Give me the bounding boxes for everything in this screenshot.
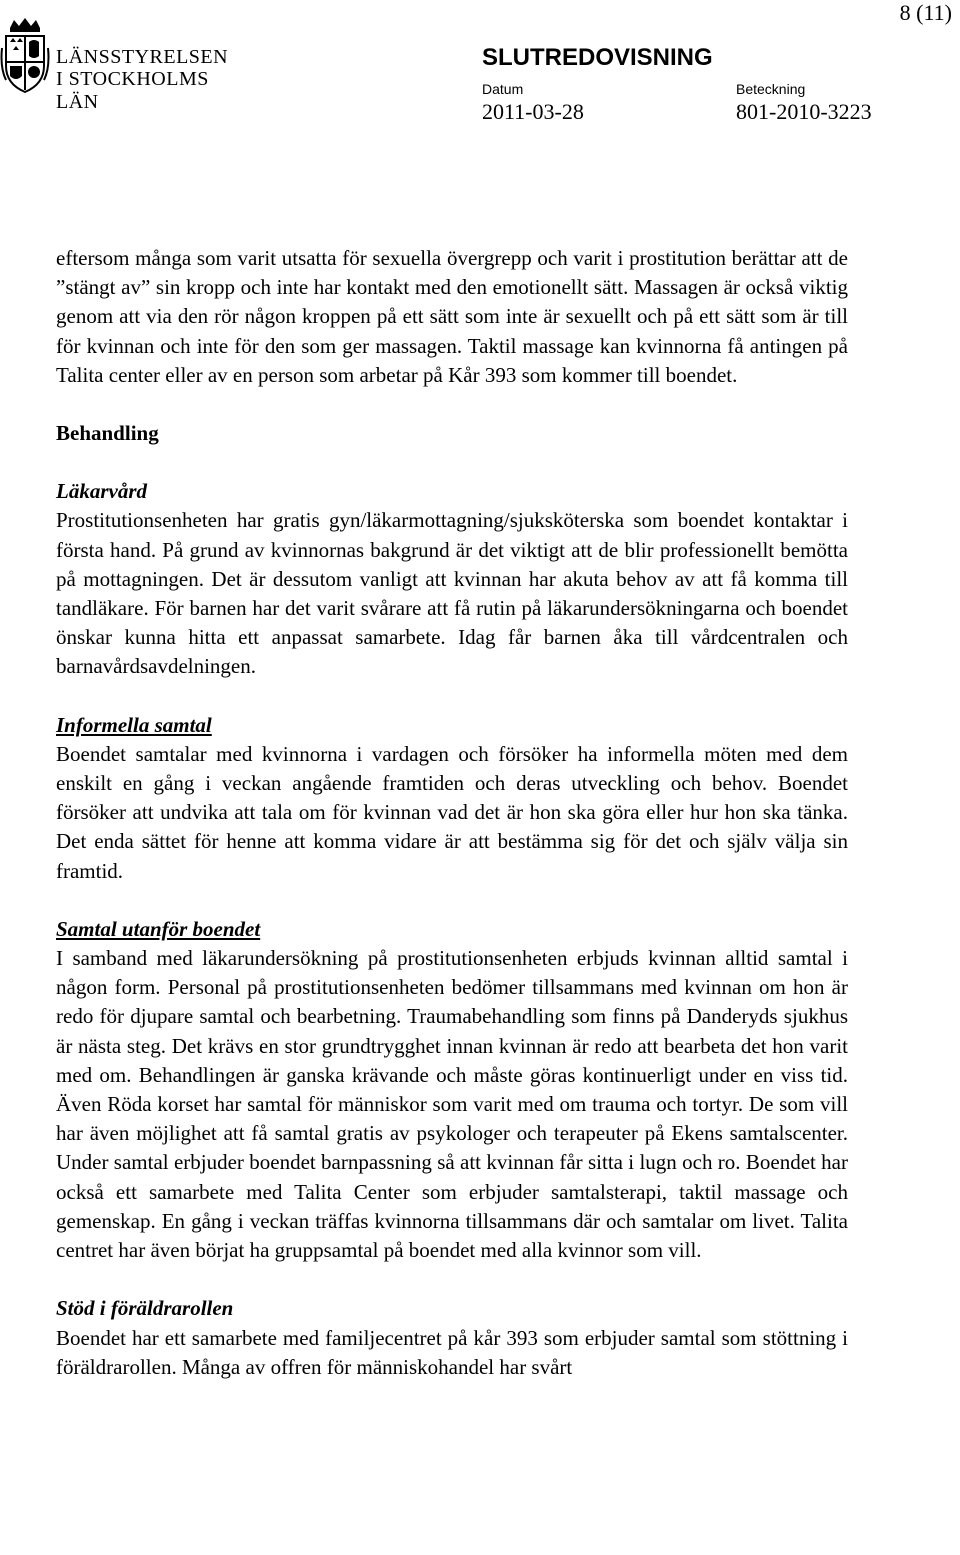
page-number: 8 (11): [899, 0, 952, 25]
subheading-samtal-utanfor-boendet: Samtal utanför boendet: [56, 916, 261, 941]
paragraph-samtal-utanfor-boendet: I samband med läkarundersökning på prostitutionsenheten erbjuds kvinnan alltid samtal i någon form. Personal på prostitutionsenheten bedömer tillsammans med kvinnan om hon är redo för djupare samtal och bearbetning. Traumabehandling som finns på Danderyds sjukhus är nästa steg. Det krävs en stor grundtrygghet innan kvinnan är redo att bearbeta det hon varit med om. Behandlingen är ganska krävande och måste göras kontinuerligt under en viss tid. Även Röda korset har samtal för människor som varit med om trauma och tortyr. De som vill har även möjlighet att få samtal gratis av psykologer och terapeuter på Ekens samtalscenter. Under samtal erbjuder boendet barnpassning så att kvinnan får sitta i lugn och ro. Boendet har också ett samarbete med Talita Center som erbjuder samtalsterapi, taktil massage och gemenskap. En gång i veckan träffas kvinnorna tillsammans där och samtalar om livet. Talita centret har även börjat ha gruppsamtal på boendet med alla kvinnor som vill.: [56, 946, 848, 1263]
date-label: Datum: [482, 81, 524, 97]
section-heading-behandling: Behandling: [56, 421, 159, 446]
paragraph-informella-samtal: Boendet samtalar med kvinnorna i vardagen och försöker ha informella möten med dem enskilt en gång i veckan angående framtiden och deras utveckling och behov. Boendet försöker att undvika att tala om för kvinnan vad det är hon ska göra eller hur hon ska tänka. Det enda sättet för henne att komma vidare är att bestämma sig för det och själv välja sin framtid.: [56, 741, 848, 883]
paragraph-stod-i-foraldrarollen: Boendet har ett samarbete med familjecentret på kår 393 som erbjuder samtal som stöttning i föräldrarollen. Många av offren för människohandel har svårt: [56, 1325, 848, 1379]
date-value: 2011-03-28: [482, 99, 584, 124]
agency-logo: [0, 18, 240, 113]
reference-value: 801-2010-3223: [736, 99, 872, 124]
agency-subname: I STOCKHOLMS LÄN: [56, 68, 209, 113]
subheading-informella-samtal: Informella samtal: [56, 712, 212, 737]
paragraph-massage: eftersom många som varit utsatta för sexuella övergrepp och varit i prostitution berättar att de ”stängt av” sin kropp och inte har kontakt med den emotionellt sätt. Massagen är också viktig genom att via den rör någon kroppen på ett sätt som inte är sexuellt och på ett sätt som är till för kvinnan och inte för den som ger massagen. Taktil massage kan kvinnorna få antingen på Talita center eller av en person som arbetar på Kår 393 som kommer till boendet.: [56, 246, 848, 387]
subheading-lakarvard: Läkarvård: [56, 479, 147, 504]
reference-label: Beteckning: [736, 81, 806, 97]
coat-of-arms-icon: [0, 18, 50, 98]
document-type: SLUTREDOVISNING: [482, 44, 713, 71]
subheading-stod-i-foraldrarollen: Stöd i föräldrarollen: [56, 1296, 234, 1321]
agency-name: LÄNSSTYRELSEN: [56, 46, 229, 68]
paragraph-lakarvard: Prostitutionsenheten har gratis gyn/läkarmottagning/sjuksköterska som boendet kontaktar i första hand. På grund av kvinnornas bakgrund är det viktigt att de blir professionellt bemötta på mottagningen. Det är dessutom vanligt att kvinnan har akuta behov av att få komma till tandläkare. För barnen har det varit svårare att få rutin på läkarundersökningarna och boendet önskar kunna hitta ett anpassat samarbete. Idag får barnen åka till vårdcentralen och barnavårdsavdelningen.: [56, 508, 848, 679]
document-body: [56, 244, 848, 1382]
